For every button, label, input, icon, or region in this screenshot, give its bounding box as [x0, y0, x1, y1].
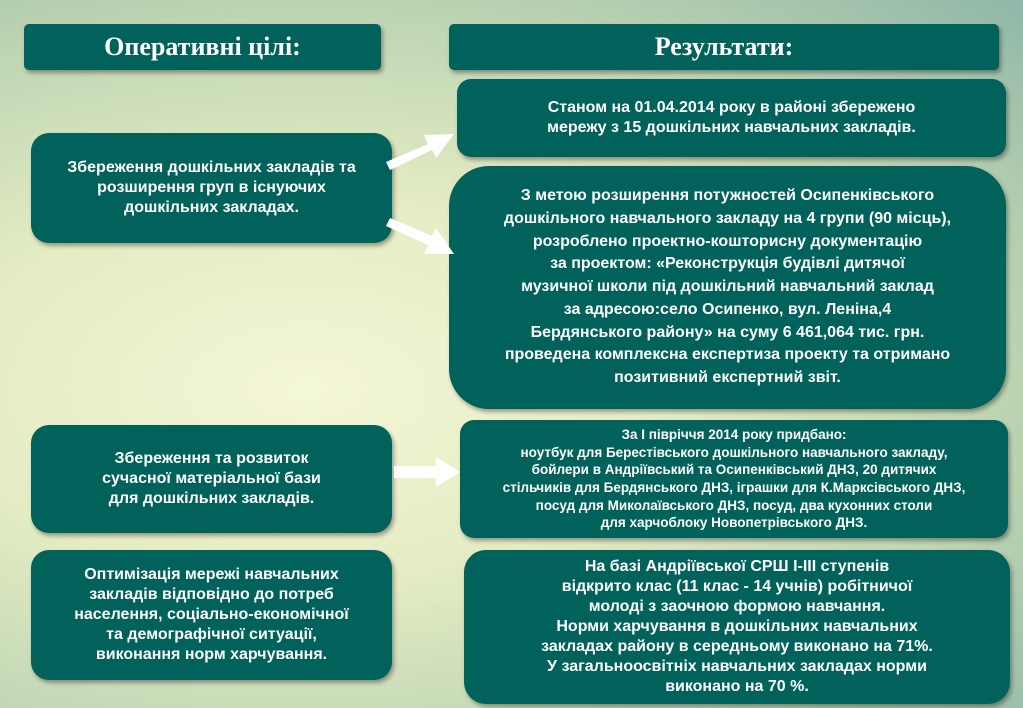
result-text-1: Станом на 01.04.2014 року в районі збережено мережу з 15 дошкільних навчальних закладів.: [547, 99, 916, 136]
goals-header: [24, 24, 381, 70]
result-text-4: На базі Андріївської СРШ І-ІІІ ступенів відкрито клас (11 клас - 14 учнів) робітничої молоді з заочною формою навчання. Норми харчування в дошкільних навчальних закладах району в середньому виконано на 71%. У загальноосвітніх навчальних закладах норми виконано на 70 %.: [541, 558, 933, 695]
result-box-4: [464, 550, 1010, 704]
goal-box-1: [31, 133, 392, 243]
goal-text-1: Збереження дошкільних закладів та розширення груп в існуючих дошкільних закладах.: [67, 159, 356, 216]
goal-box-3: [31, 550, 392, 680]
arrow-up-right-shape: [386, 134, 454, 170]
result-box-1: [457, 79, 1006, 157]
arrow-goal2-result3: [392, 452, 462, 492]
goal-text-2: Збереження та розвиток сучасної матеріальної бази для дошкільних закладів.: [102, 450, 321, 507]
arrow-right-shape: [394, 457, 460, 487]
goals-header-text: Оперативні цілі:: [104, 32, 301, 61]
result-text-3: За І півріччя 2014 року придбано: ноутбук для Берестівського дошкільного навчального закладу, бойлери в Андріївський та Осипенківський ДНЗ, 20 дитячих стільчиків для Бердянського ДНЗ, іграшки для К.Марксівського ДНЗ, посуд для Миколаївського ДНЗ, посуд, два кухонних столи для харчоблоку Новопетрівського ДНЗ.: [502, 427, 966, 531]
results-header-text: Результати:: [654, 32, 794, 61]
goal-box-2: [31, 425, 392, 533]
result-text-2: З метою розширення потужностей Осипенківського дошкільного навчального закладу на 4 групи (90 місць), розроблено проектно-кошторисну документацію за проектом: «Реконструкція будівлі дитячої музичної школи під дошкільний навчальний заклад за адресою:село Осипенко, вул. Леніна,4 Бердянського району» на суму 6 461,064 тис. грн. проведена комплексна експертиза проекту та отримано позитивний експертний звіт.: [503, 187, 952, 387]
arrow-goal1-result2: [380, 210, 460, 270]
arrow-goal1-result1: [380, 120, 460, 180]
result-box-3: [460, 420, 1008, 538]
goal-text-3: Оптимізація мережі навчальних закладів відповідно до потреб населення, соціально-економічної та демографічної ситуації, виконання норм харчування.: [74, 566, 349, 663]
arrow-down-right-shape: [386, 218, 454, 254]
results-header: [449, 24, 999, 70]
result-box-2: [449, 166, 1006, 409]
